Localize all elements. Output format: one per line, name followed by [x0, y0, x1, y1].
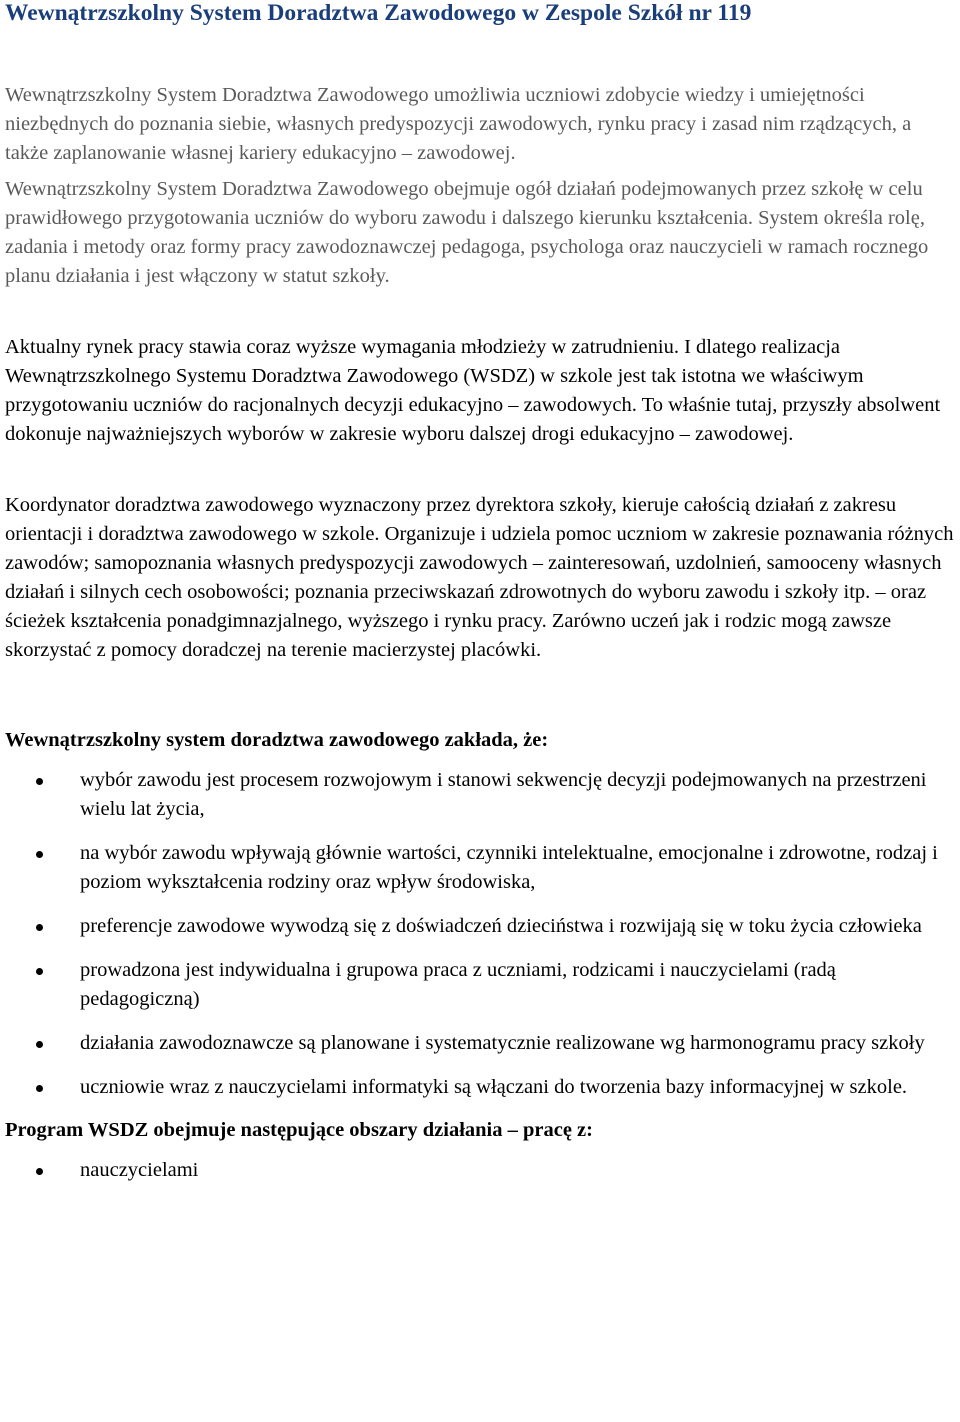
list-item — [5, 1073, 956, 1102]
list-item-text: na wybór zawodu wpływają głównie wartości, czynniki intelektualne, emocjonalne i zdrowotne, rodzaj i poziom wykształcenia rodziny oraz wpływ środowiska, — [80, 842, 938, 893]
document-title: Wewnątrzszkolny System Doradztwa Zawodowego w Zespole Szkół nr 119 — [5, 0, 752, 26]
assumptions-list — [5, 766, 956, 1102]
bullet-icon — [36, 851, 43, 858]
list-item-text: działania zawodoznawcze są planowane i systematycznie realizowane wg harmonogramu pracy szkoły — [80, 1032, 925, 1054]
list-item — [5, 912, 956, 941]
list-item — [5, 1029, 956, 1058]
bullet-icon — [36, 1085, 43, 1092]
list-item — [5, 766, 956, 824]
list-item — [5, 839, 956, 897]
list-item-text: prowadzona jest indywidualna i grupowa praca z uczniami, rodzicami i nauczycielami (radą pedagogiczną) — [80, 959, 836, 1010]
list-item-text: nauczycielami — [80, 1159, 199, 1181]
list-item-text: wybór zawodu jest procesem rozwojowym i stanowi sekwencję decyzji podejmowanych na przestrzeni wielu lat życia, — [80, 769, 927, 820]
bullet-icon — [36, 1168, 43, 1175]
areas-heading: Program WSDZ obejmuje następujące obszary działania – pracę z: — [5, 1119, 593, 1141]
list-item-text: uczniowie wraz z nauczycielami informatyki są włączani do tworzenia bazy informacyjnej w szkole. — [80, 1076, 908, 1098]
intro-paragraph-1: Wewnątrzszkolny System Doradztwa Zawodowego umożliwia uczniowi zdobycie wiedzy i umiejętności niezbędnych do poznania siebie, własnych predyspozycji zawodowych, rynku pracy i zasad nim rządzących, a także zaplanowanie własnej kariery edukacyjno – zawodowej. — [5, 84, 912, 164]
intro-paragraph-2: Wewnątrzszkolny System Doradztwa Zawodowego obejmuje ogół działań podejmowanych przez szkołę w celu prawidłowego przygotowania uczniów do wyboru zawodu i dalszego kierunku kształcenia. System określa rolę, zadania i metody oraz formy pracy zawodoznawczej pedagoga, psychologa oraz nauczycieli w ramach rocznego planu działania i jest włączony w statut szkoły. — [5, 178, 929, 287]
list-item-text: preferencje zawodowe wywodzą się z doświadczeń dzieciństwa i rozwijają się w toku życia człowieka — [80, 915, 922, 937]
areas-list — [5, 1156, 956, 1185]
list-item — [5, 1156, 956, 1185]
coordinator-paragraph: Koordynator doradztwa zawodowego wyznaczony przez dyrektora szkoły, kieruje całością działań z zakresu orientacji i doradztwa zawodowego w szkole. Organizuje i udziela pomoc uczniom w zakresie poznawania różnych zawodów; samopoznania własnych predyspozycji zawodowych – zainteresowań, uzdolnień, samooceny własnych działań i silnych cech osobowości; poznania przeciwskazań zdrowotnych do wyboru zawodu i szkoły itp. – oraz ścieżek kształcenia ponadgimnazjalnego, wyższego i rynku pracy. Zarówno uczeń jak i rodzic mogą zawsze skorzystać z pomocy doradczej na terenie macierzystej placówki. — [5, 494, 954, 661]
bullet-icon — [36, 778, 43, 785]
assumptions-heading: Wewnątrzszkolny system doradztwa zawodowego zakłada, że: — [5, 729, 549, 751]
list-item — [5, 956, 956, 1014]
bullet-icon — [36, 924, 43, 931]
labor-market-paragraph: Aktualny rynek pracy stawia coraz wyższe wymagania młodzieży w zatrudnieniu. I dlatego realizacja Wewnątrzszkolnego Systemu Doradztwa Zawodowego (WSDZ) w szkole jest tak istotna we właściwym przygotowaniu uczniów do racjonalnych decyzji edukacyjno – zawodowych. To właśnie tutaj, przyszły absolwent dokonuje najważniejszych wyborów w zakresie wyboru dalszej drogi edukacyjno – zawodowej. — [5, 336, 941, 445]
bullet-icon — [36, 1041, 43, 1048]
bullet-icon — [36, 968, 43, 975]
